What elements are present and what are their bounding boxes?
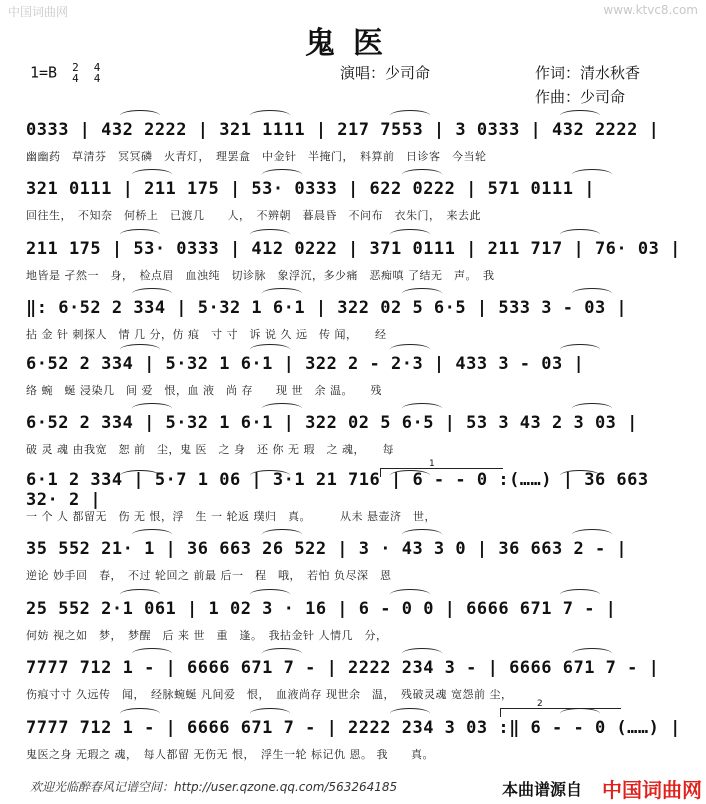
volta-second-label: 2	[537, 699, 543, 709]
slur-mark	[572, 529, 612, 540]
watermark-right: www.ktvc8.com	[603, 3, 698, 17]
notation-line: 25 552 2·1 061 | 1 02 3 · 16 | 6 - 0 0 | 6666 671 7 - |	[26, 599, 617, 619]
lyrics-line: 拈 金 针 刺探人 情 几 分，仿 痕 寸 寸 诉 说 久 远 传 闻， 经	[26, 328, 387, 341]
slur-mark	[402, 169, 442, 180]
notation-line: 7777 712 1 - | 6666 671 7 - | 2222 234 3 03 :‖ 6 - - 0 (……) |	[26, 718, 681, 738]
notation-line: 6·52 2 334 | 5·32 1 6·1 | 322 02 5 6·5 | 53 3 43 2 3 03 |	[26, 413, 638, 433]
notation-line: ‖: 6·52 2 334 | 5·32 1 6·1 | 322 02 5 6·5 | 533 3 - 03 |	[26, 298, 628, 318]
slur-mark	[132, 648, 172, 659]
slur-mark	[250, 110, 290, 121]
slur-mark	[560, 229, 600, 240]
lyrics-line: 幽幽药 草清芬 冥冥磷 火青灯， 理罢盒 中金针 半掩门， 料算前 日诊客 今当轮	[26, 150, 487, 163]
slur-mark	[390, 110, 430, 121]
slur-mark	[120, 589, 160, 600]
slur-mark	[560, 344, 600, 355]
slur-mark	[132, 288, 172, 299]
slur-mark	[390, 589, 430, 600]
lyricist-credit: 作词：清水秋香	[535, 64, 641, 82]
lyrics-line: 回往生， 不知奈 何桥上 已渡几 人， 不辨朝 暮晨昏 不问布 衣朱门， 来去此	[26, 209, 481, 222]
slur-mark	[262, 288, 302, 299]
slur-mark	[250, 708, 290, 719]
footer-welcome: 欢迎光临醉春风记谱空间：http://user.qzone.qq.com/563264185	[30, 780, 398, 794]
slur-mark	[262, 169, 302, 180]
song-title: 鬼医	[305, 26, 401, 61]
time-signature-4-4: 4 4	[93, 61, 101, 85]
slur-mark	[572, 403, 612, 414]
footer-source: 本曲谱源自	[502, 780, 583, 799]
key-signature	[30, 62, 100, 84]
slur-mark	[120, 708, 160, 719]
lyrics-line: 破 灵 魂 由我宽 恕 前 尘，鬼 医 之 身 还 你 无 瑕 之 魂， 每	[26, 443, 394, 456]
slur-mark	[262, 529, 302, 540]
slur-mark	[560, 470, 600, 481]
slur-mark	[250, 229, 290, 240]
lyrics-line: 鬼医之身 无瑕之 魂， 每人都留 无伤无 恨， 浮生一轮 标记仇 恩。 我 真。	[26, 748, 434, 761]
slur-mark	[402, 288, 442, 299]
slur-mark	[120, 470, 160, 481]
lyrics-line: 伤痕寸寸 久远传 闻， 经脉蜿蜒 凡间爱 恨， 血液尚存 现世余 温， 残破灵魂 宽怨前 尘，	[26, 688, 513, 701]
volta-first-ending	[380, 459, 503, 477]
slur-mark	[120, 344, 160, 355]
slur-mark	[402, 403, 442, 414]
slur-mark	[250, 344, 290, 355]
slur-mark	[132, 529, 172, 540]
slur-mark	[250, 589, 290, 600]
notation-line: 0333 | 432 2222 | 321 1111 | 217 7553 | 3 0333 | 432 2222 |	[26, 120, 660, 140]
volta-first-label: 1	[429, 459, 435, 469]
lyrics-line: 络 蜿 蜒 浸染几 间 爱 恨，血 液 尚 存 现 世 余 温。 残	[26, 384, 382, 397]
slur-mark	[390, 229, 430, 240]
key-label: 1=B	[30, 63, 58, 82]
slur-mark	[560, 110, 600, 121]
slur-mark	[120, 229, 160, 240]
slur-mark	[402, 648, 442, 659]
slur-mark	[132, 403, 172, 414]
slur-mark	[572, 169, 612, 180]
slur-mark	[390, 708, 430, 719]
notation-line: 6·1 2 334 | 5·7 1 06 | 3·1 21 716 | 6 - - 0 :(……) | 36 663 32· 2 |	[26, 470, 649, 510]
lyrics-line: 一 个 人 都留无 伤 无 恨，浮 生 一 轮返 璞归 真。 从未 悬壶济 世，	[26, 510, 436, 523]
notation-line: 6·52 2 334 | 5·32 1 6·1 | 322 2 - 2·3 | 433 3 - 03 |	[26, 354, 585, 374]
slur-mark	[572, 288, 612, 299]
watermark-left: 中国词曲网	[8, 5, 69, 19]
slur-mark	[120, 110, 160, 121]
lyrics-line: 何妨 视之如 梦， 梦醒 后 来 世 重 逢。 我拈金针 人情几 分，	[26, 629, 388, 642]
notation-line: 7777 712 1 - | 6666 671 7 - | 2222 234 3 - | 6666 671 7 - |	[26, 658, 660, 678]
slur-mark	[572, 648, 612, 659]
notation-line: 321 0111 | 211 175 | 53· 0333 | 622 0222 | 571 0111 |	[26, 179, 595, 199]
lyrics-line: 地皆是 孑然一 身， 检点眉 血浊纯 切诊脉 象浮沉，多少痛 恶痴嗔 了结无 声。 我	[26, 269, 495, 282]
lyrics-line: 逆论 妙手回 春， 不过 轮回之 前最 后一 程 哦， 若怕 负尽深 恩	[26, 569, 392, 582]
footer-brand: 中国词曲网	[602, 778, 702, 802]
slur-mark	[560, 589, 600, 600]
volta-second-ending	[500, 699, 621, 717]
time-signature-2-4: 2 4	[72, 61, 79, 85]
slur-mark	[132, 169, 172, 180]
slur-mark	[402, 529, 442, 540]
slur-mark	[250, 470, 290, 481]
notation-line: 211 175 | 53· 0333 | 412 0222 | 371 0111 | 211 717 | 76· 03 |	[26, 239, 681, 259]
singer-credit: 演唱：少司命	[340, 64, 431, 82]
slur-mark	[390, 344, 430, 355]
slur-mark	[262, 403, 302, 414]
notation-line: 35 552 21· 1 | 36 663 26 522 | 3 · 43 3 0 | 36 663 2 - |	[26, 539, 628, 559]
slur-mark	[262, 648, 302, 659]
composer-credit: 作曲：少司命	[535, 88, 626, 106]
